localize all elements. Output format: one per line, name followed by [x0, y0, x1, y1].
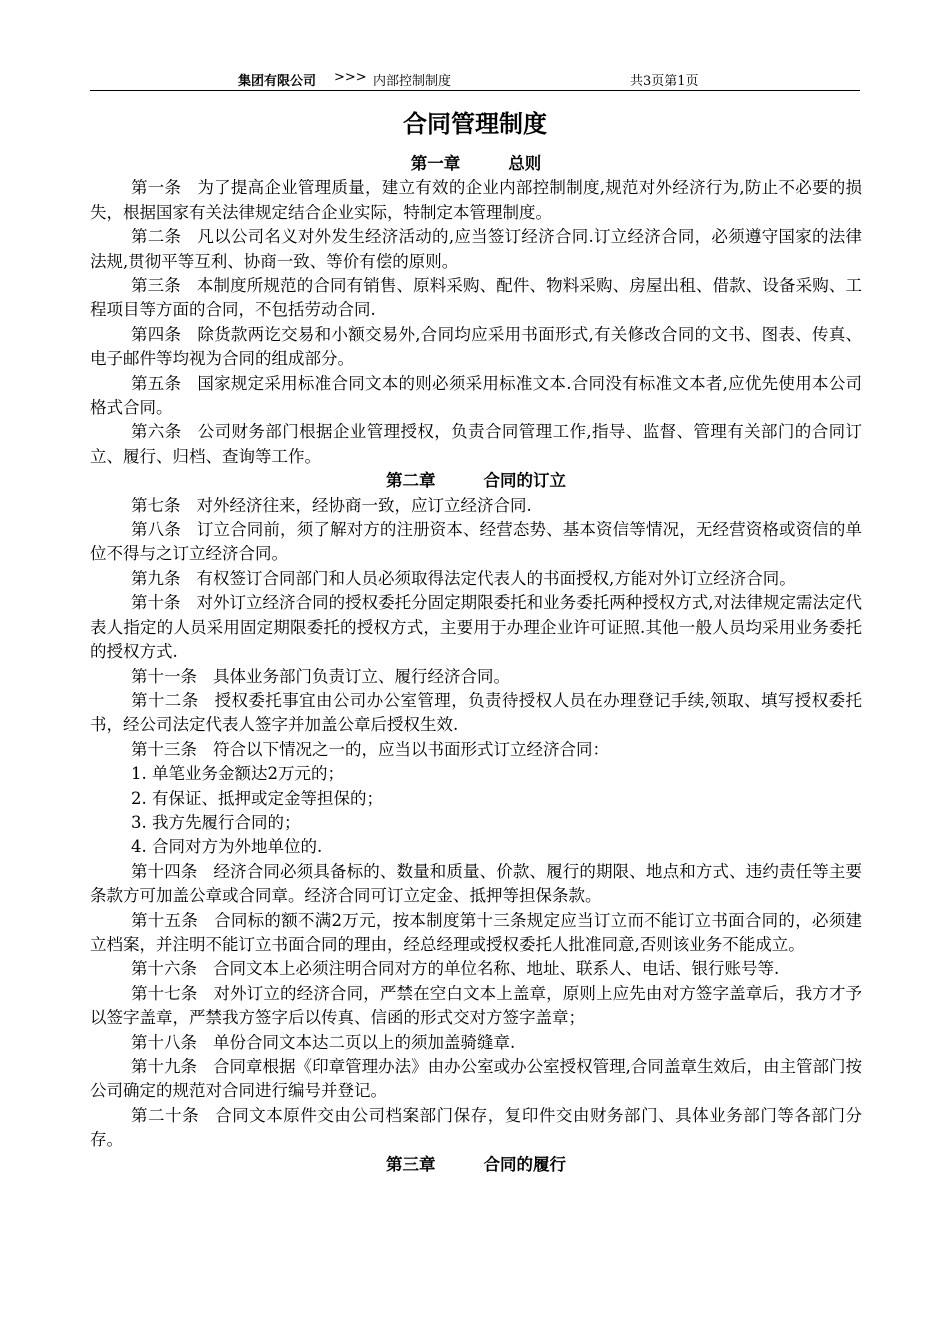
- article: [90, 567, 862, 591]
- article-text: 国家规定采用标准合同文本的则必须采用标准文本.合同没有标准文本者,应优先使用本公司格式合同。: [90, 373, 862, 418]
- article: [90, 689, 862, 738]
- article: [90, 591, 862, 664]
- article-text: 合同章根据《印章管理办法》由办公室或办公室授权管理,合同盖章生效后，由主管部门按公司确定的规范对合同进行编号并登记。: [90, 1057, 863, 1101]
- chapter-heading: [90, 152, 862, 176]
- article-text: 本制度所规范的合同有销售、原料采购、配件、物料采购、房屋出租、借款、设备采购、工程项目等方面的合同，不包括劳动合同.: [90, 276, 863, 320]
- page-header: [90, 66, 860, 91]
- article: [90, 176, 862, 225]
- article-text: 除货款两讫交易和小额交易外,合同均应采用书面形式,有关修改合同的文书、图表、传真、电子邮件等均视为合同的组成部分。: [90, 324, 862, 369]
- chapter-name: 合同的履行: [483, 1154, 566, 1174]
- article-number: 第七条: [131, 495, 181, 515]
- header-page-info: 共3页第1页: [630, 74, 699, 89]
- article-number: 第八条: [131, 520, 181, 540]
- article-number: 第十二条: [131, 690, 199, 710]
- article-text: 有权签订合同部门和人员必须取得法定代表人的书面授权,方能对外订立经济合同。: [196, 568, 796, 588]
- article-number: 第十三条: [131, 739, 197, 759]
- article-text: 合同标的额不满2万元，按本制度第十三条规定应当订立而不能订立书面合同的，必须建立档案，并注明不能订立书面合同的理由，经总经理或授权委托人批准同意,否则该业务不能成立。: [90, 910, 863, 954]
- list-item: 2. 有保证、抵押或定金等担保的；: [131, 788, 383, 808]
- document-body: [90, 152, 862, 1177]
- chapter-heading: [90, 1153, 862, 1177]
- article-text: 对外经济往来，经协商一致，应订立经济合同.: [196, 495, 532, 515]
- article: [90, 1031, 862, 1055]
- article-number: 第二十条: [131, 1105, 200, 1125]
- article-number: 第十五条: [131, 910, 199, 930]
- chapter-heading: [90, 469, 862, 493]
- article: [90, 665, 862, 689]
- article-text: 为了提高企业管理质量，建立有效的企业内部控制制度,规范对外经济行为,防止不必要的损失，根据国家有关法律规定结合企业实际，特制定本管理制度。: [90, 178, 862, 222]
- header-section: 内部控制制度: [373, 74, 452, 89]
- article-number: 第十一条: [131, 666, 197, 686]
- article: [90, 372, 862, 421]
- article: [90, 1104, 862, 1153]
- article: [90, 420, 862, 469]
- article-text: 单份合同文本达二页以上的须加盖骑缝章.: [213, 1032, 516, 1052]
- article-number: 第十九条: [131, 1057, 198, 1076]
- list-item: 1. 单笔业务金额达2万元的；: [131, 764, 344, 784]
- article-number: 第九条: [131, 568, 181, 588]
- article-text: 符合以下情况之一的，应当以书面形式订立经济合同：: [213, 739, 609, 759]
- article-text: 合同文本上必须注明合同对方的单位名称、地址、联系人、电话、银行账号等.: [213, 959, 780, 979]
- article-number: 第一条: [131, 178, 182, 198]
- article-number: 第二条: [131, 227, 182, 247]
- article: [90, 860, 862, 909]
- list-item: 4. 合同对方为外地单位的.: [131, 837, 323, 857]
- article: [90, 225, 862, 274]
- chapter-number: 第三章: [386, 1154, 436, 1174]
- header-arrows: >>>: [334, 70, 367, 85]
- article-text: 合同文本原件交由公司档案部门保存，复印件交由财务部门、具体业务部门等各部门分存。: [90, 1105, 863, 1150]
- article-number: 第三条: [131, 276, 181, 296]
- article: [90, 982, 862, 1031]
- article-number: 第十条: [131, 593, 181, 613]
- article: [90, 957, 862, 981]
- article-number: 第十四条: [131, 861, 198, 881]
- article-number: 第十七条: [131, 983, 198, 1003]
- article-number: 第十六条: [131, 959, 197, 979]
- article-text: 具体业务部门负责订立、履行经济合同。: [213, 666, 510, 686]
- article-number: 第四条: [131, 324, 182, 344]
- article: [90, 518, 862, 567]
- article-text: 对外订立的经济合同，严禁在空白文本上盖章，原则上应先由对方签字盖章后，我方才予以签字盖章，严禁我方签字后以传真、信函的形式交对方签字盖章；: [90, 983, 863, 1028]
- article: [90, 1055, 862, 1104]
- article: [90, 323, 862, 372]
- chapter-name: 合同的订立: [483, 471, 566, 491]
- article: [90, 274, 862, 323]
- chapter-number: 第一章: [410, 154, 461, 173]
- article-text: 授权委托事宜由公司办公室管理，负责待授权人员在办理登记手续,领取、填写授权委托书，经公司法定代表人签字并加盖公章后授权生效.: [90, 690, 863, 735]
- article-number: 第六条: [131, 422, 182, 442]
- document-title: 合同管理制度: [403, 110, 547, 138]
- list-item: 3. 我方先履行合同的；: [131, 812, 301, 832]
- article-text: 凡以公司名义对外发生经济活动的,应当签订经济合同.订立经济合同，必须遵守国家的法律法规,贯彻平等互利、协商一致、等价有偿的原则。: [90, 227, 862, 271]
- chapter-name: 总则: [508, 154, 542, 173]
- article-text: 公司财务部门根据企业管理授权，负责合同管理工作,指导、监督、管理有关部门的合同订立、履行、归档、查询等工作。: [90, 422, 863, 466]
- article-number: 第五条: [131, 373, 182, 393]
- article: [90, 909, 862, 958]
- article: [90, 494, 862, 518]
- article-text: 经济合同必须具备标的、数量和质量、价款、履行的期限、地点和方式、违约责任等主要条款方可加盖公章或合同章。经济合同可订立定金、抵押等担保条款。: [90, 861, 863, 906]
- article: [90, 738, 862, 762]
- article-number: 第十八条: [131, 1032, 197, 1052]
- header-company: 集团有限公司: [238, 74, 317, 89]
- chapter-number: 第二章: [386, 471, 436, 491]
- article-text: 订立合同前，须了解对方的注册资本、经营态势、基本资信等情况，无经营资格或资信的单位不得与之订立经济合同。: [90, 520, 863, 564]
- article-text: 对外订立经济合同的授权委托分固定期限委托和业务委托两种授权方式,对法律规定需法定代表人指定的人员采用固定期限委托的授权方式，主要用于办理企业许可证照.其他一般人员均采用业务委托的授权方式.: [90, 593, 863, 662]
